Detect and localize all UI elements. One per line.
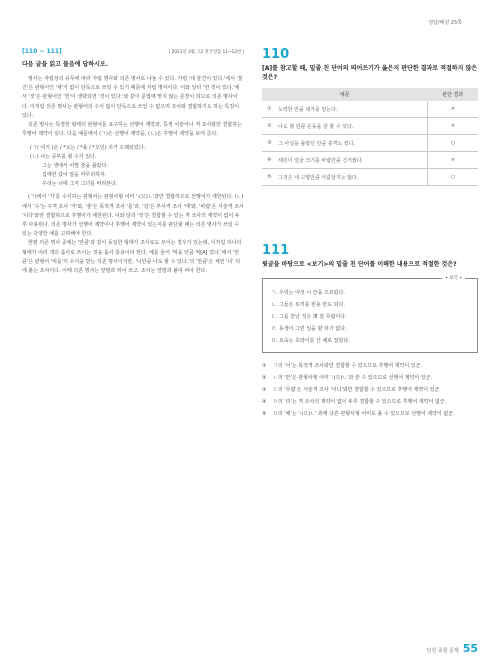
choice-text: ㄹ의 '리'는 격 조사의 제약이 없이 두루 결합할 수 있으므로 후행어 제약이 없군. [273,399,447,405]
choice-number: ② [262,375,267,381]
judgement-result: ○ [428,135,479,152]
example-line: (ㄴ) 나는 공부를 할 수가 있다. [30,154,97,161]
question-110 [262,48,478,186]
question-header [22,48,244,55]
exam-source: | 2021년 3월 고2 전국연합 11~12번 | [168,50,244,55]
question-text: [A]를 참고할 때, 밑줄 친 단어의 띄어쓰기가 옳은지 판단한 결과로 적절하지 않은 것은? [262,65,478,81]
answer-choices [262,362,478,419]
instruction: 다음 글을 읽고 물음에 답하시오. [22,61,108,68]
choice-number: ① [262,363,267,369]
example-line: 우리는 너에 그저 그녀를 바라본다. [42,181,118,188]
question-number: 111 [262,243,290,258]
example-line: 그는 생에서 어쩔 줄을 몰랐다. [42,163,108,170]
reading-passage [22,75,244,276]
page-number: 55 [462,642,478,655]
question-text: 윗글을 바탕으로 <보기>의 밑줄 친 단어를 이해한 내용으로 적절한 것은? [262,261,457,268]
example-sentence: 그 사실을 몰랐던 만큼 충격도 컸다. [277,135,428,152]
answer-choice [262,410,478,419]
bogi-line: ㄴ. 그들은 토끼를 빈용 만도 되다. [271,302,345,308]
passage-paragraph: 한편 의존 명사 중에는 '만큼'과 같이 동일한 형태가 조사로도 쓰이는 경우가 있는데, 이처럼 하나의 형태가 여러 개의 품사로 쓰이는 것을 품사 통용이라 한다. 예를 들어 '먹을 만큼 먹[A] 었다.'에서 '만큼'은 관형어 '먹을'의 수식을 받는 의존 명사이지만, '나만큼 나도 할 수 있다.'의 '만큼'은 체언 '너' 뒤에 붙는 조사이다. 이때 의존 명사는 앞말과 띄어 쓰고, 조사는 앞말과 붙여 써야 한다. [22,240,242,275]
passage-paragraph: (ㄱ)에서 '지'를 수식하는 관형어는 관형사형 어미 '-(으)ㄴ'과만 결합하므로 선행어가 제한된다. (ㄴ)에서 '수'는 주격 조사 '가'와, '줄'은 목적격 조사 '를'과, '김'은 부사격 조사 '에'와, '바람'은 서술격 조사 '이다'와만 결합하므로 후행어가 제한된다. 이와 달리 '것'은 결합할 수 있는 격 조사의 제약이 없이 두루 사용된다. 의존 명사가 선행어 제약이나 후행어 제약이 있는지를 판단할 때는 의존 명사가 쓰일 수 있는 다양한 예를 고려해야 한다. [22,194,244,238]
choice-text: ㄱ의 '어'는 목적격 조사와만 결합할 수 있으므로 후행어 제약이 있군. [273,363,423,369]
passage-paragraph: 의존 명사는 특정한 형태의 관형어를 요구하는 선행어 제약과, 특정 서술어나 격 조사와만 결합하는 후행어 제약이 있다. 다음 예문에서 (ㄱ)은 선행어 제약을, (ㄴ)은 후행어 제약을 보여 준다. [22,122,242,138]
choice-number: ② [262,118,277,135]
choice-number: ③ [262,387,267,393]
passage-paragraph: 병사는 자립성의 유무에 따라 자립 명사와 의존 명사로 나눌 수 있다. 가령 '새 물건이 있다.'에서 '물건'은 관형어인 '새'가 없이 단독으로 쓰일 수 있기 때문에 자립 명사이다. 이와 달리 '헌 것이 있다.'에서 '것'은 관형어인 '헌'이 생략되면 '것이 있다.'와 같이 문법에 맞지 않는 문장이 되므로 의존 명사이다. 이처럼 의존 명사는 관형어의 수식 없이 단독으로 쓰일 수 없으며 조사와 결합하기도 하는 특징이 있다. [22,76,243,119]
right-column [262,48,478,422]
answer-reference: 정답/해설 25쪽 [428,20,462,26]
example-sentences [30,144,244,189]
question-111 [262,244,478,419]
page-footer [427,642,478,655]
choice-number: ③ [262,135,277,152]
example-sentence: 노력한 만큼 대가를 얻는다. [277,101,428,118]
table-row [262,152,478,169]
bogi-line: ㄱ. 우리는 여섯 시 만을 으르렀다. [271,290,345,296]
bogi-line: ㅁ. 요숙는 호랑이를 산 채로 잡았다. [271,338,350,344]
question-number: 110 [262,47,290,62]
table-row [262,135,478,152]
choice-number: ⑤ [262,411,267,417]
example-line: 집에만 갔어 알을 마무리하자. [42,172,107,179]
bogi-line: ㄷ. 그를 만난 것은 꽤 설 무렵이다. [271,314,347,320]
choice-text: ㄴ의 '만'은 관형사형 어미 '-(으)ㄴ'과 쓸 수 있으므로 선행어 제약이 있군. [273,375,433,381]
table-header-sentence: 예문 [262,88,428,101]
choice-number: ① [262,101,277,118]
judgement-result: × [428,101,479,118]
choice-text: ㅁ의 '채'는 '-(으)ㄴ' 외에 다른 관형사형 어미도 올 수 있으므로 선행어 제약이 없군. [273,411,455,417]
answer-choice [262,386,478,395]
bogi-line: ㄹ. 동생이 그런 일을 할 리가 없다. [271,326,347,332]
judgement-result: × [428,118,479,135]
question-range: [110 ~ 111] [22,48,62,55]
answer-choice [262,362,478,371]
choice-text: ㄷ의 '무렵'은 서술격 조사 '이다'와만 결합할 수 있으므로 후행어 제약이 있군. [273,387,441,393]
example-line: (ㄱ) 여기 (온 / *오는 / *올 / *오던) 지가 오래되었다. [30,145,146,152]
table-row [262,118,478,135]
choice-number: ④ [262,152,277,169]
example-sentence: 그것은 내 고향만큼 아름답지는 않다. [277,169,428,186]
choice-number: ⑤ [262,169,277,186]
left-column [22,48,244,276]
bogi-box [262,278,478,353]
table-row [262,101,478,118]
bogi-label: • 보기 • [442,275,465,282]
example-sentence: 세민이 얼굴 크기를 바람만큼 건거웠다. [277,152,428,169]
table-row [262,169,478,186]
choice-number: ④ [262,399,267,405]
table-header-result: 판단 결과 [428,88,479,101]
example-sentence: 나도 형 만큼 운동을 잘 할 수 있다. [277,118,428,135]
judgement-result: × [428,152,479,169]
judgement-table [262,88,478,186]
footer-section-label: 단원 종합 문제 [426,648,459,654]
answer-choice [262,398,478,407]
answer-choice [262,374,478,383]
judgement-result: ○ [428,169,479,186]
